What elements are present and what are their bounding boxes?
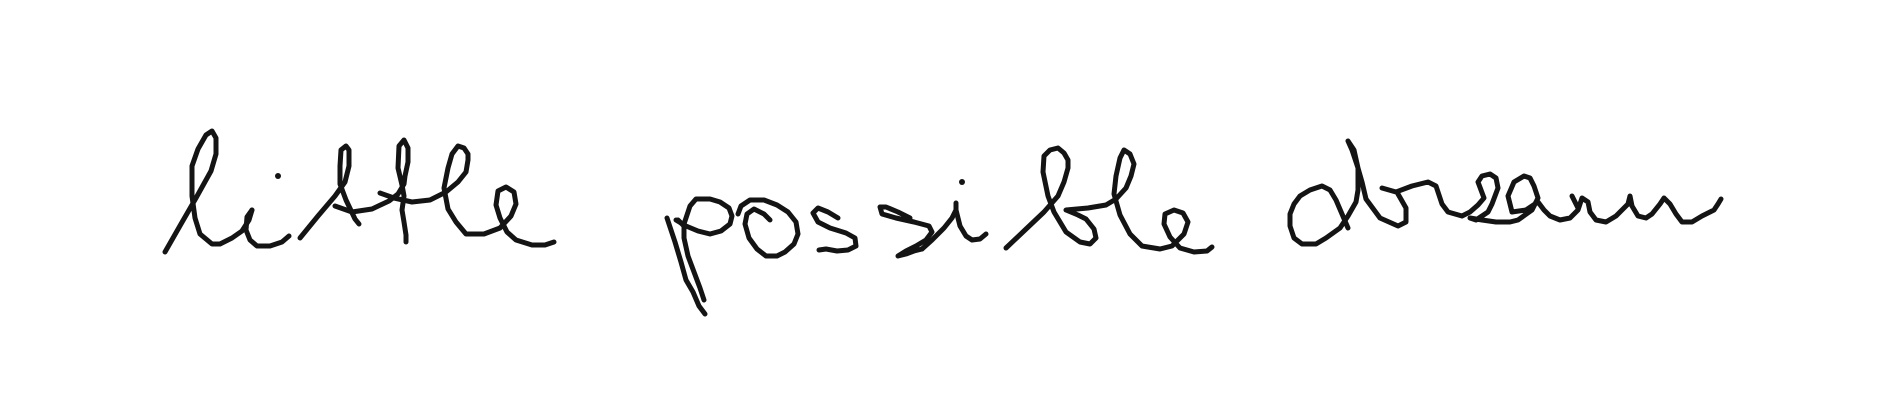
handwritten-word-possible <box>667 148 1212 314</box>
handwritten-word-dream <box>1290 141 1721 244</box>
handwritten-word-little <box>165 131 554 252</box>
